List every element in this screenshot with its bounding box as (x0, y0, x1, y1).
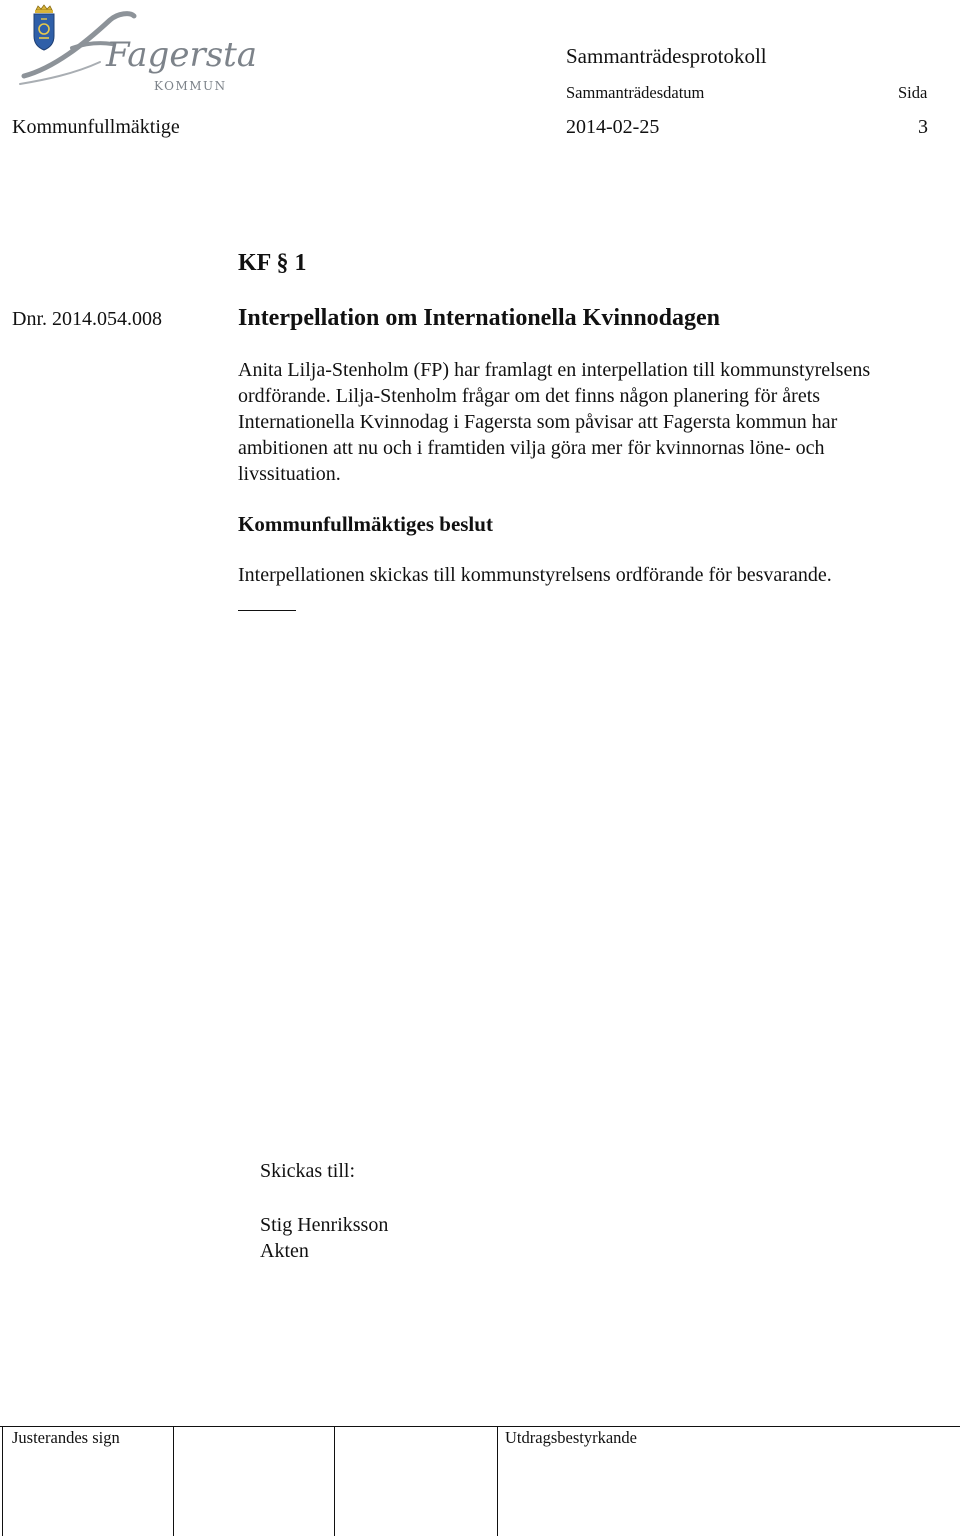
distribution-label: Skickas till: (260, 1160, 355, 1182)
body-name: Kommunfullmäktige (12, 116, 180, 138)
footer-cell-border (497, 1426, 498, 1536)
page-number: 3 (918, 116, 928, 138)
signature-label: Justerandes sign (12, 1428, 120, 1447)
footer-cell-border (173, 1426, 174, 1536)
page-label: Sida (898, 83, 928, 102)
decision-heading: Kommunfullmäktiges beslut (238, 512, 493, 536)
decision-text: Interpellationen skickas till kommunstyrelsens ordförande för besvarande. (238, 564, 832, 586)
document-type: Sammanträdesprotokoll (566, 44, 767, 68)
body-line: ambitionen att nu och i framtiden vilja göra mer för kvinnornas löne- och (238, 437, 825, 459)
svg-text:KOMMUN: KOMMUN (154, 79, 227, 93)
recipient: Stig Henriksson (260, 1214, 389, 1236)
coat-of-arms-icon (34, 5, 54, 50)
case-number: Dnr. 2014.054.008 (12, 308, 162, 330)
body-line: ordförande. Lilja-Stenholm frågar om det finns någon planering för årets (238, 385, 821, 407)
section-title: Interpellation om Internationella Kvinnodagen (238, 305, 721, 331)
paragraph-id: KF § 1 (238, 250, 307, 276)
footer-divider (0, 1426, 960, 1427)
meeting-date: 2014-02-25 (566, 116, 660, 138)
recipient-list (260, 1212, 388, 1264)
svg-text:Fagersta: Fagersta (106, 35, 258, 75)
footer-cell-border (2, 1426, 3, 1536)
body-paragraph (238, 357, 938, 487)
recipient: Akten (260, 1240, 309, 1262)
certification-label: Utdragsbestyrkande (505, 1428, 637, 1447)
end-rule (238, 610, 296, 611)
body-line: Internationella Kvinnodag i Fagersta som påvisar att Fagersta kommun har (238, 411, 838, 433)
body-line: Anita Lilja-Stenholm (FP) har framlagt en interpellation till kommunstyrelsens (238, 359, 871, 381)
fagersta-kommun-logo (14, 4, 258, 96)
meeting-date-label: Sammanträdesdatum (566, 83, 705, 102)
body-line: livssituation. (238, 463, 341, 485)
footer-cell-border (334, 1426, 335, 1536)
